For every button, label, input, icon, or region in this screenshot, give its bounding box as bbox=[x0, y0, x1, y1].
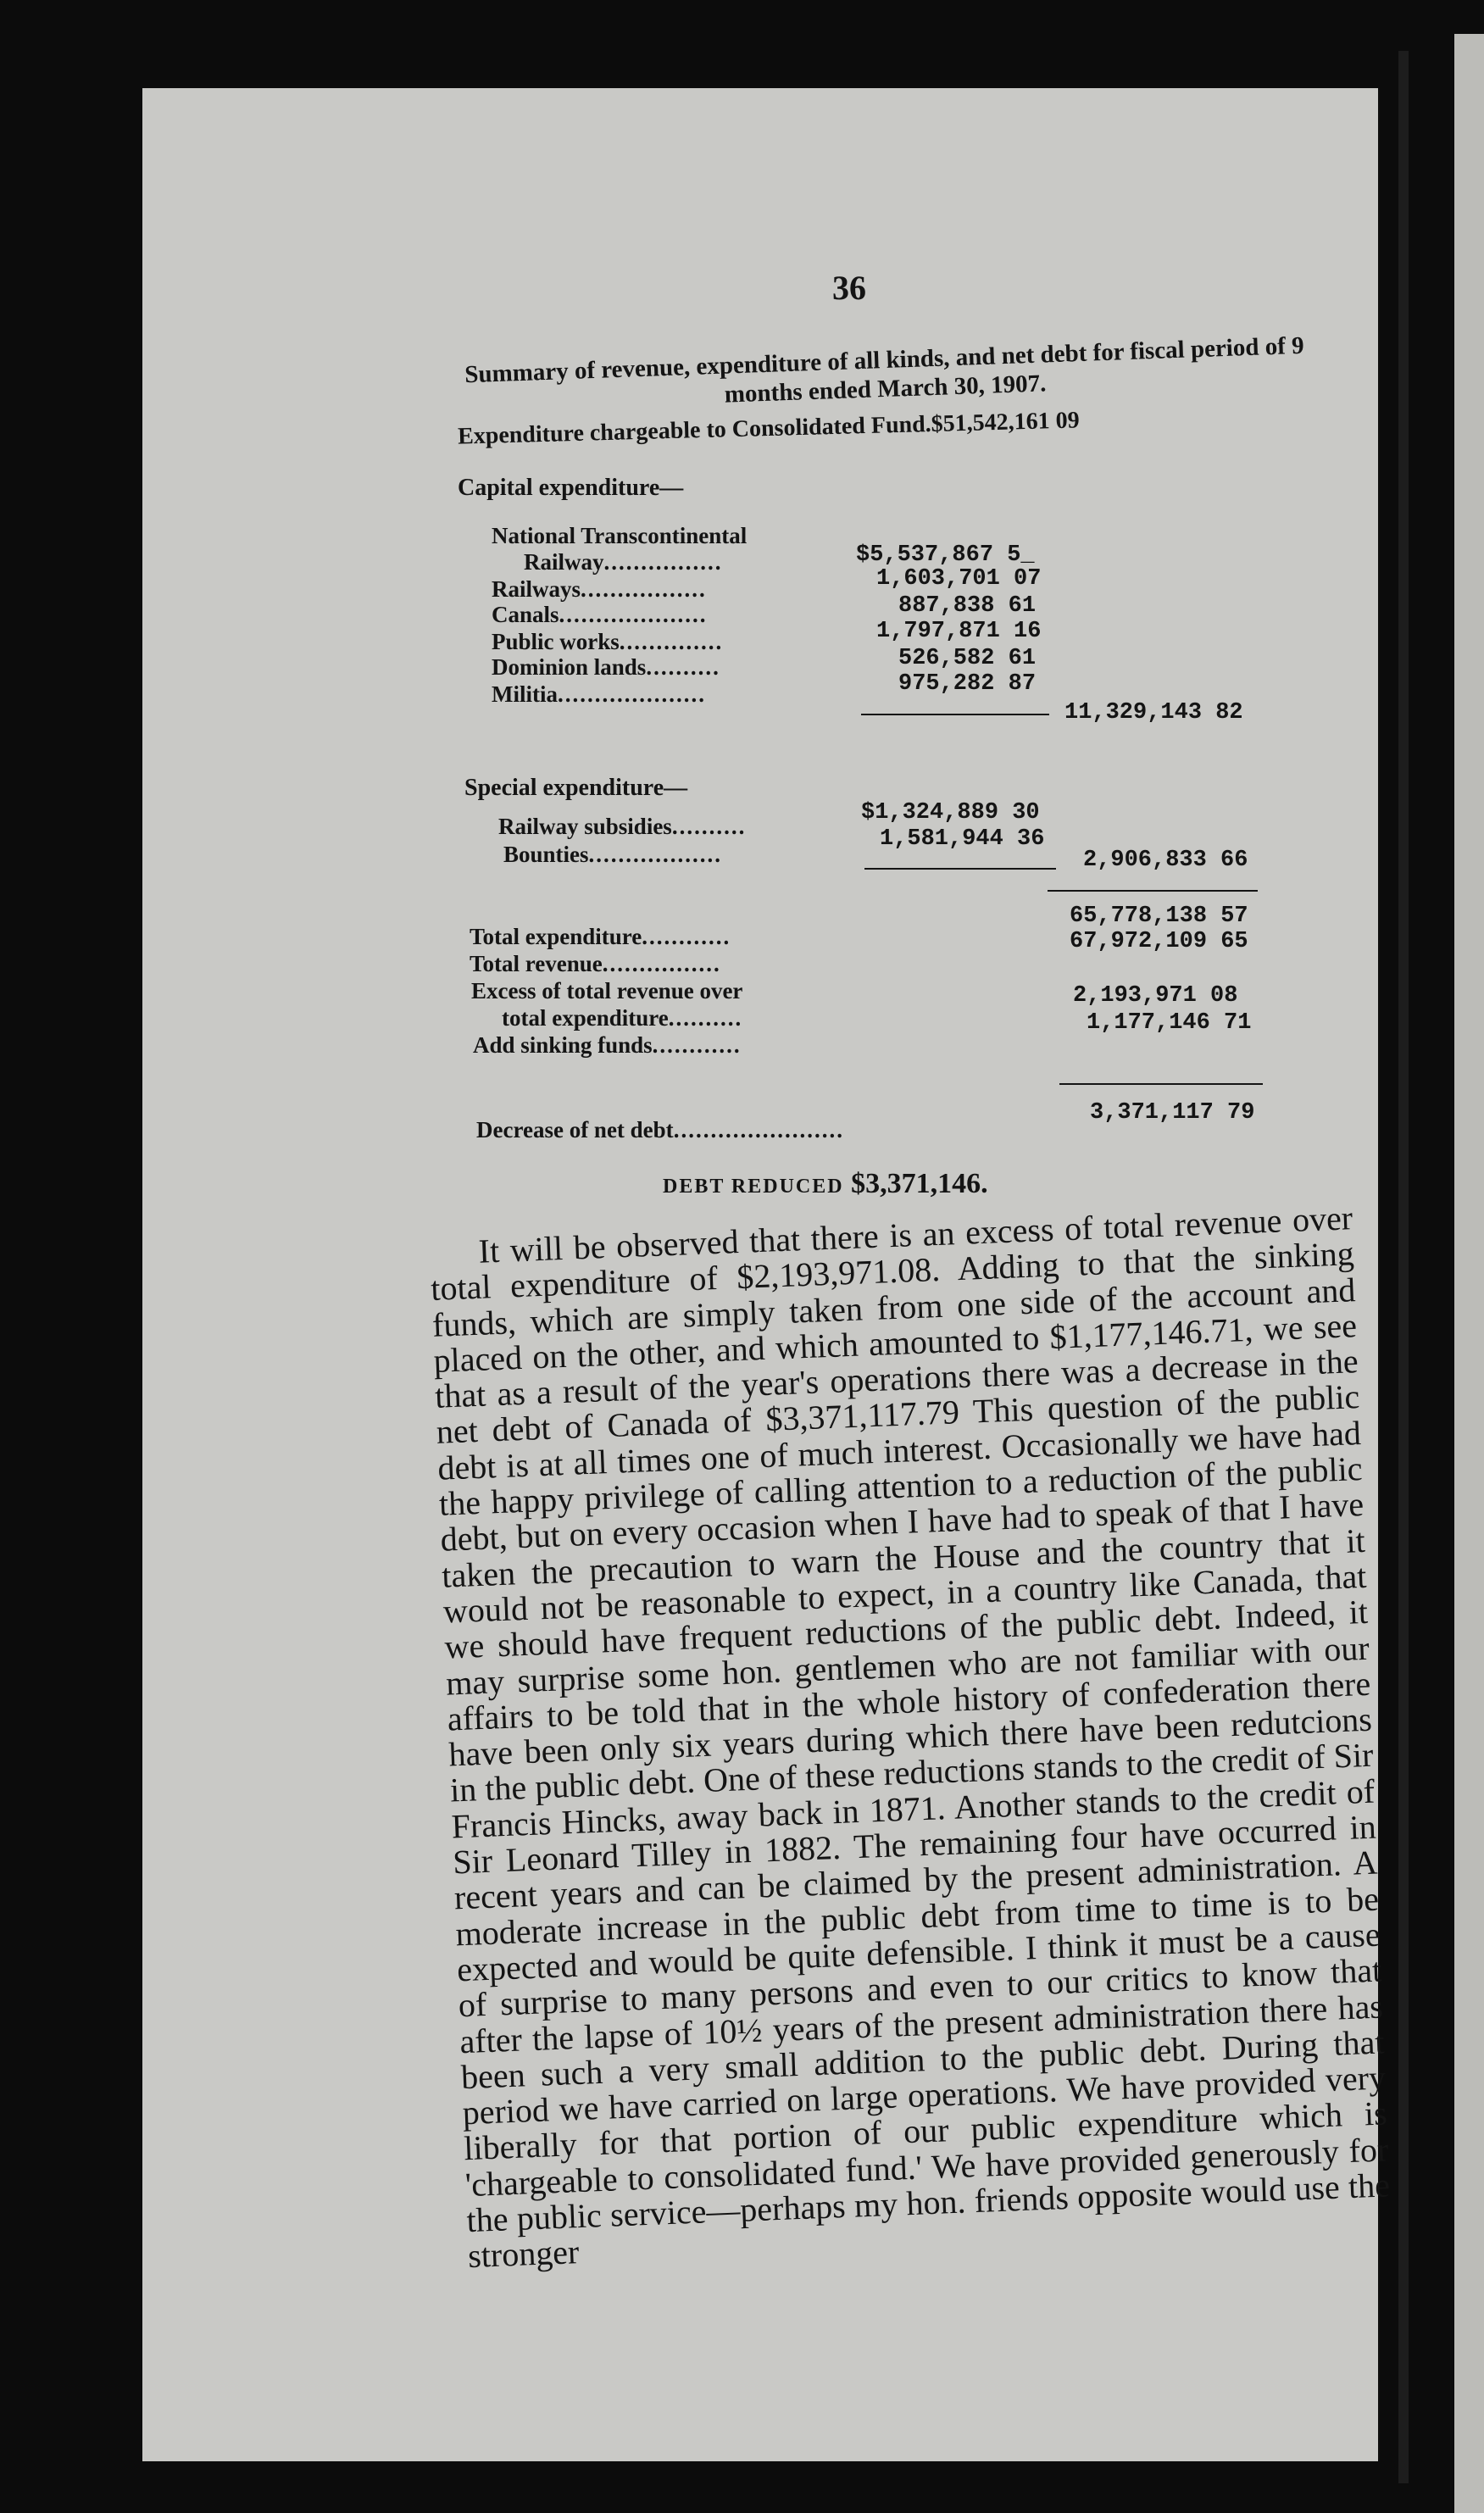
decrease-label: Decrease of net debt....................... bbox=[476, 1117, 844, 1143]
special-total: 2,906,833 66 bbox=[1083, 848, 1248, 873]
consolidated-fund-label: Expenditure chargeable to Consolidated Fund. bbox=[457, 410, 932, 450]
totals-rule bbox=[1048, 890, 1258, 892]
totals-amount: 1,177,146 71 bbox=[1087, 1010, 1252, 1036]
special-heading: Special expenditure— bbox=[464, 775, 688, 801]
capital-item-label: Public works.............. bbox=[492, 629, 724, 654]
totals-amount: 2,193,971 08 bbox=[1073, 983, 1238, 1009]
capital-item-label: National Transcontinental bbox=[492, 523, 748, 548]
consolidated-fund-amount: $51,542,161 09 bbox=[931, 407, 1081, 437]
capital-item-label: Dominion lands.......... bbox=[492, 654, 720, 680]
capital-item-amount: 1,797,871 16 bbox=[876, 619, 1042, 644]
capital-item-label: Railways................. bbox=[492, 576, 707, 602]
capital-item-label: Canals.................... bbox=[492, 602, 708, 627]
summary-title: Summary of revenue, expenditure of all kinds, and net debt for fiscal period of 9 months ended March 30, 1907. bbox=[464, 331, 1305, 409]
capital-item-label: Railway................ bbox=[524, 549, 723, 575]
special-subtotal-rule bbox=[864, 868, 1056, 870]
special-item-label: Bounties.................. bbox=[503, 842, 723, 867]
capital-item-amount: 1,603,701 07 bbox=[876, 566, 1042, 592]
totals-label: Add sinking funds............ bbox=[473, 1032, 742, 1058]
totals-amount: 65,778,138 57 bbox=[1070, 903, 1248, 929]
totals-amount: 67,972,109 65 bbox=[1070, 929, 1248, 954]
capital-subtotal-rule bbox=[861, 714, 1049, 715]
capital-total: 11,329,143 82 bbox=[1064, 700, 1243, 726]
totals-label: Excess of total revenue over bbox=[471, 978, 743, 1004]
capital-item-amount: $5,537,867 5_ bbox=[856, 542, 1035, 568]
decrease-rule bbox=[1059, 1083, 1263, 1085]
capital-item-amount: 526,582 61 bbox=[898, 646, 1037, 671]
totals-label: total expenditure.......... bbox=[502, 1005, 743, 1031]
body-paragraph bbox=[429, 1200, 1392, 2275]
special-item-amount: 1,581,944 36 bbox=[880, 826, 1045, 852]
page-number: 36 bbox=[832, 269, 866, 307]
capital-heading: Capital expenditure— bbox=[458, 475, 684, 501]
totals-label: Total revenue................ bbox=[470, 951, 721, 976]
special-item-amount: $1,324,889 30 bbox=[861, 800, 1040, 826]
totals-label: Total expenditure............ bbox=[470, 924, 731, 949]
capital-item-amount: 887,838 61 bbox=[898, 593, 1037, 619]
decrease-amount: 3,371,117 79 bbox=[1090, 1100, 1255, 1126]
debt-reduced-heading: DEBT REDUCED $3,371,146. bbox=[663, 1168, 988, 1199]
body-text: It will be observed that there is an excess of total revenue over total expenditure of $2,193,971.08. Adding to that the sinking funds, which are simply taken from one side of the account and placed on the other, and which amounted to $1,177,146.71, we see that as a result of the year's operations there was a decrease in the net debt of Canada of $3,371,117.79 This question of the public debt is at all times one of much interest. Occasionally we have had the happy privilege of calling attention to a reduction of the public debt, but on every occasion when I have had to speak of that I have taken the precaution to warn the House and the country that it would not be reasonable to expect, in a country like Canada, that we should have frequent reductions of the public debt. Indeed, it may surprise some hon. gentlemen who are not familiar with our affairs to be told that in the whole history of confederation there have been only six years during which there have been redutcions in the public debt. One of these reductions stands to the credit of Sir Francis Hincks, away back in 1871. Another stands to the credit of Sir Leonard Tilley in 1882. The remaining four have occurred in recent years and can be claimed by the present administration. A moderate increase in the public debt from time to time is to be expected and would be quite defensible. I think it must be a cause of surprise to many persons and even to our critics to know that after the lapse of 10½ years of the present administration there has been such a very small addition to the public debt. During that period we have carried on large operations. We have provided very liberally for that portion of our public expenditure which is 'chargeable to consolidated fund.' We have provided generously for the public service—perhaps my hon. friends opposite would use the stronger bbox=[430, 1198, 1391, 2276]
special-item-label: Railway subsidies.......... bbox=[498, 814, 747, 839]
capital-item-amount: 975,282 87 bbox=[898, 671, 1037, 697]
capital-item-label: Militia.................... bbox=[492, 681, 706, 707]
